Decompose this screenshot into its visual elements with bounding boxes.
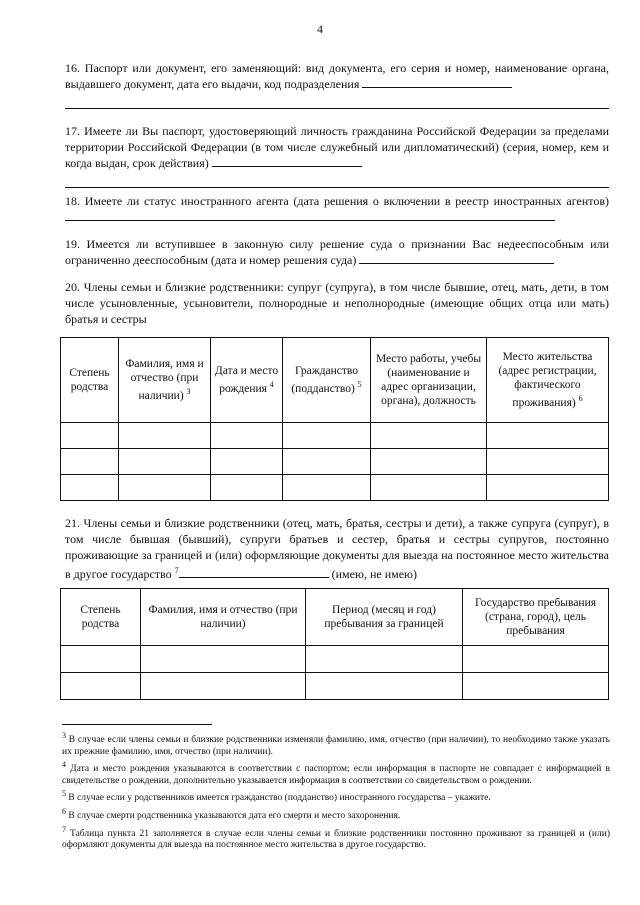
footnote-divider	[62, 724, 212, 725]
header-kinship: Степень родства	[61, 338, 119, 423]
table-cell[interactable]	[306, 673, 463, 700]
table-cell[interactable]	[306, 646, 463, 673]
table-cell[interactable]	[119, 449, 211, 475]
question-21-text: 21. Члены семьи и близкие родственники (отец, мать, братья, сестры и дети), а также супруга (супруг), в том числе бывшая (бывший), супруги братьев и сестер, братья и сестры супругов, постоянно проживающие за границей и (или) оформляющие документы для выезда на постоянное место жительства в другое государство	[65, 516, 609, 581]
question-21	[65, 515, 609, 582]
question-18-answer-field[interactable]	[65, 209, 555, 221]
question-20-text: 20. Члены семьи и близкие родственники: супруг (супруга), в том числе бывшие, отец, мать, дети, в том числе усыновленные, усыновители, полнородные и неполнородные (имеющие общих отца или мать) братья и сестры	[65, 280, 609, 326]
table-cell[interactable]	[61, 475, 119, 501]
question-19-answer-field[interactable]	[359, 252, 554, 264]
question-19-text: 19. Имеется ли вступившее в законную силу решение суда о признании Вас недееспособным или ограниченно дееспособным (дата и номер решения суда)	[65, 237, 609, 267]
table-cell[interactable]	[371, 423, 487, 449]
relatives-table	[60, 337, 609, 501]
table-row	[61, 673, 609, 700]
question-17-answer-line[interactable]	[65, 173, 609, 188]
footnote: $^5$ В случае если у родственников имеется гражданство (подданство) иностранного государства – укажите.	[62, 789, 491, 804]
table-cell[interactable]	[371, 449, 487, 475]
header-full-name: Фамилия, имя и отчество (при наличии) $^3$	[119, 338, 211, 423]
table-cell[interactable]	[119, 423, 211, 449]
footnote: $^4$ Дата и место рождения указываются в соответствии с паспортом; если информация в паспорте не совпадает с информацией в свидетельстве о рождении, дополнительно указывается информация в соответствии со свидетельством о рождении.	[62, 760, 610, 786]
question-21-answer-field[interactable]	[179, 566, 329, 578]
header-workplace: Место работы, учебы (наименование и адрес организации, органа), должность	[371, 338, 487, 423]
table-cell[interactable]	[463, 646, 609, 673]
table-cell[interactable]	[119, 475, 211, 501]
question-20	[65, 279, 609, 327]
footnote: $^7$ Таблица пункта 21 заполняется в случае если члены семьи и близкие родственники постоянно проживают за границей и (или) оформляют документы для выезда на постоянное место жительства в другое государство.	[62, 824, 610, 851]
header-citizenship: Гражданство (подданство) $^5$	[283, 338, 371, 423]
question-16-answer-field[interactable]	[362, 76, 512, 88]
table-cell[interactable]	[283, 475, 371, 501]
table-cell[interactable]	[283, 449, 371, 475]
question-16	[65, 60, 609, 109]
table-row	[61, 646, 609, 673]
table-row	[61, 423, 609, 449]
question-21-suffix: (имею, не имею)	[331, 567, 417, 581]
table-cell[interactable]	[141, 646, 306, 673]
header-period: Период (месяц и год) пребывания за границей	[306, 589, 463, 646]
header-birth: Дата и место рождения $^4$	[211, 338, 283, 423]
table-cell[interactable]	[487, 475, 609, 501]
question-16-answer-line[interactable]	[65, 94, 609, 109]
header-residence: Место жительства (адрес регистрации, фактического проживания) $^6$	[487, 338, 609, 423]
table-cell[interactable]	[61, 423, 119, 449]
table-cell[interactable]	[141, 673, 306, 700]
abroad-relatives-table	[60, 588, 609, 700]
question-16-text: 16. Паспорт или документ, его заменяющий: вид документа, его серия и номер, наименование органа, выдавшего документ, дата его выдачи, код подразделения	[65, 61, 609, 91]
table-cell[interactable]	[463, 673, 609, 700]
table-cell[interactable]	[211, 475, 283, 501]
footnote: $^6$ В случае смерти родственника указываются дата его смерти и место захоронения.	[62, 806, 401, 822]
header-full-name: Фамилия, имя и отчество (при наличии)	[141, 589, 306, 646]
table-cell[interactable]	[487, 423, 609, 449]
footnotes	[62, 730, 610, 853]
table-cell[interactable]	[61, 449, 119, 475]
relatives-table-header	[61, 338, 609, 423]
header-country: Государство пребывания (страна, город), цель пребывания	[463, 589, 609, 646]
table-cell[interactable]	[61, 646, 141, 673]
table-cell[interactable]	[371, 475, 487, 501]
header-kinship: Степень родства	[61, 589, 141, 646]
page-number: 4	[317, 22, 323, 36]
question-18-text: 18. Имеете ли статус иностранного агента (дата решения о включении в реестр иностранных агентов)	[65, 194, 609, 208]
table-cell[interactable]	[487, 449, 609, 475]
question-18	[65, 193, 609, 225]
footnote: $^3$ В случае если члены семьи и близкие родственники изменяли фамилию, имя, отчество (при наличии), то необходимо также указать их прежние фамилию, имя, отчество (при наличии).	[62, 731, 610, 757]
table-cell[interactable]	[283, 423, 371, 449]
table-row	[61, 449, 609, 475]
table-cell[interactable]	[211, 449, 283, 475]
abroad-table-header	[61, 589, 609, 646]
question-17	[65, 123, 609, 188]
table-cell[interactable]	[61, 673, 141, 700]
question-21-footnote-ref: 7	[174, 566, 179, 575]
table-cell[interactable]	[211, 423, 283, 449]
question-19	[65, 236, 609, 268]
question-17-text: 17. Имеете ли Вы паспорт, удостоверяющий личность гражданина Российской Федерации за пределами территории Российской Федерации (в том числе служебный или дипломатический) (серия, номер, кем и когда выдан, срок действия)	[65, 124, 609, 170]
table-row	[61, 475, 609, 501]
question-17-answer-field[interactable]	[212, 155, 362, 167]
